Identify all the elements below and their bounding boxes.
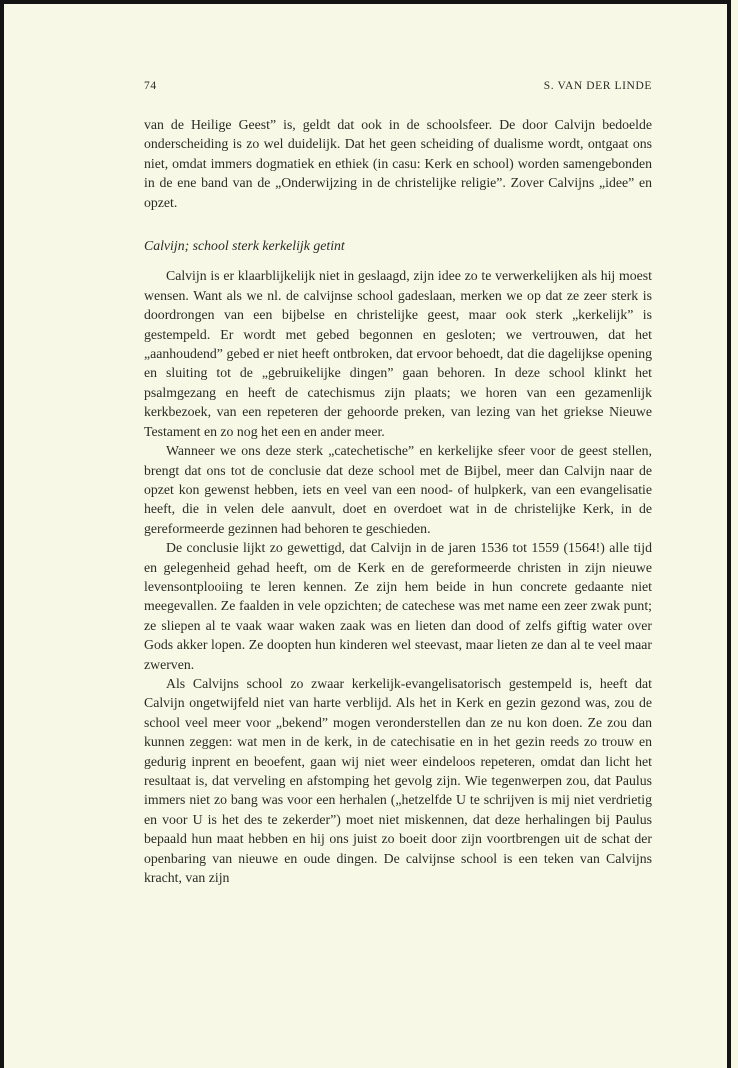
paragraph: Calvijn is er klaarblijkelijk niet in geslaagd, zijn idee zo te verwerkelijken als hij moest wensen. Want als we nl. de calvijnse school gadeslaan, merken we op dat ze zeer sterk is doordrongen van een bijbelse en christelijke geest, maar ook sterk „kerkelijk” is gestempeld. Er wordt met gebed begonnen en gesloten; we vertrouwen, dat het „aanhoudend” gebed er niet heeft ontbroken, dat ervoor behoedt, dat die dagelijkse opening en sluiting tot de „gebruikelijke dingen” gaan behoren. In deze school klinkt het psalmgezang en heeft de catechismus zijn plaats; we horen van een gezamenlijk kerkbezoek, van een repeteren der gehoorde preken, van lezing van het griekse Nieuwe Testament en zo nog het een en ander meer. xyxy=(144,268,652,439)
body-text xyxy=(144,115,652,887)
paragraph: Wanneer we ons deze sterk „catechetische” en kerkelijke sfeer voor de geest stellen, brengt dat ons tot de conclusie dat deze school met de Bijbel, meer dan Calvijn naar de opzet kon gewenst hebben, iets en veel van een nood- of hulpkerk, van een evangelisatie heeft, die in velen dele aanvult, doet en overdoet wat in de christelijke Kerk, in de gereformeerde gezinnen had behoren te geschieden. xyxy=(144,443,652,536)
scan-edge-left xyxy=(0,0,4,1068)
page-number: 74 xyxy=(144,80,157,92)
running-title: S. VAN DER LINDE xyxy=(543,80,652,92)
book-page xyxy=(144,80,652,887)
scan-edge-top xyxy=(0,0,728,4)
page-header xyxy=(144,80,652,96)
paragraph: De conclusie lijkt zo gewettigd, dat Calvijn in de jaren 1536 tot 1559 (1564!) alle tijd en gelegenheid gehad heeft, om de Kerk en de gereformeerde christen in zijn nieuwe levensontplooiing te leren kennen. Ze zijn hem beide in hun concrete gedaante niet meegevallen. Ze faalden in vele opzichten; de catechese was met name een zeer zwak punt; ze sliepen al te vaak waar waken zaak was en lieten dan dood of zelfs giftig water over Gods akker lopen. Ze doopten hun kinderen wel steevast, maar lieten ze dan al te veel maar zwerven. xyxy=(144,540,652,672)
paragraph: Als Calvijns school zo zwaar kerkelijk-evangelisatorisch gestempeld is, heeft dat Calvijn ongetwijfeld niet van harte verblijd. Als het in Kerk en gezin gezond was, zou de school veel meer voor „bekend” mogen veronderstellen dan ze nu kon doen. Ze zou dan kunnen zeggen: wat men in de kerk, in de catechisatie en in het gezin reeds zo trouw en gedurig inprent en beoefent, gaan wij niet weer eindeloos repeteren, omdat dan licht het resultaat is, dat verveling en afstomping het gevolg zijn. Wie tegenwerpen zou, dat Paulus immers niet zo bang was voor een herhalen („hetzelfde U te schrijven is mij niet verdrietig en voor U is het des te zekerder”) moet niet miskennen, dat deze herhalingen bij Paulus bepaald hun maat hebben en hij ons juist zo boeit door zijn voortbrengen uit de schat der openbaring van nieuwe en oude dingen. De calvijnse school is een teken van Calvijns kracht, van zijn xyxy=(144,675,652,886)
paragraph: van de Heilige Geest” is, geldt dat ook in de schoolsfeer. De door Calvijn bedoelde onderscheiding is zo wel duidelijk. Dat het geen scheiding of dualisme wordt, ontgaat ons niet, omdat immers dogmatiek en ethiek (in casu: Kerk en school) worden samengebonden in de ene band van de „Onderwijzing in de christelijke religie”. Zover Calvijns „idee” en opzet. xyxy=(144,117,652,210)
section-heading: Calvijn; school sterk kerkelijk getint xyxy=(144,238,345,254)
scan-edge-right xyxy=(727,0,731,1068)
